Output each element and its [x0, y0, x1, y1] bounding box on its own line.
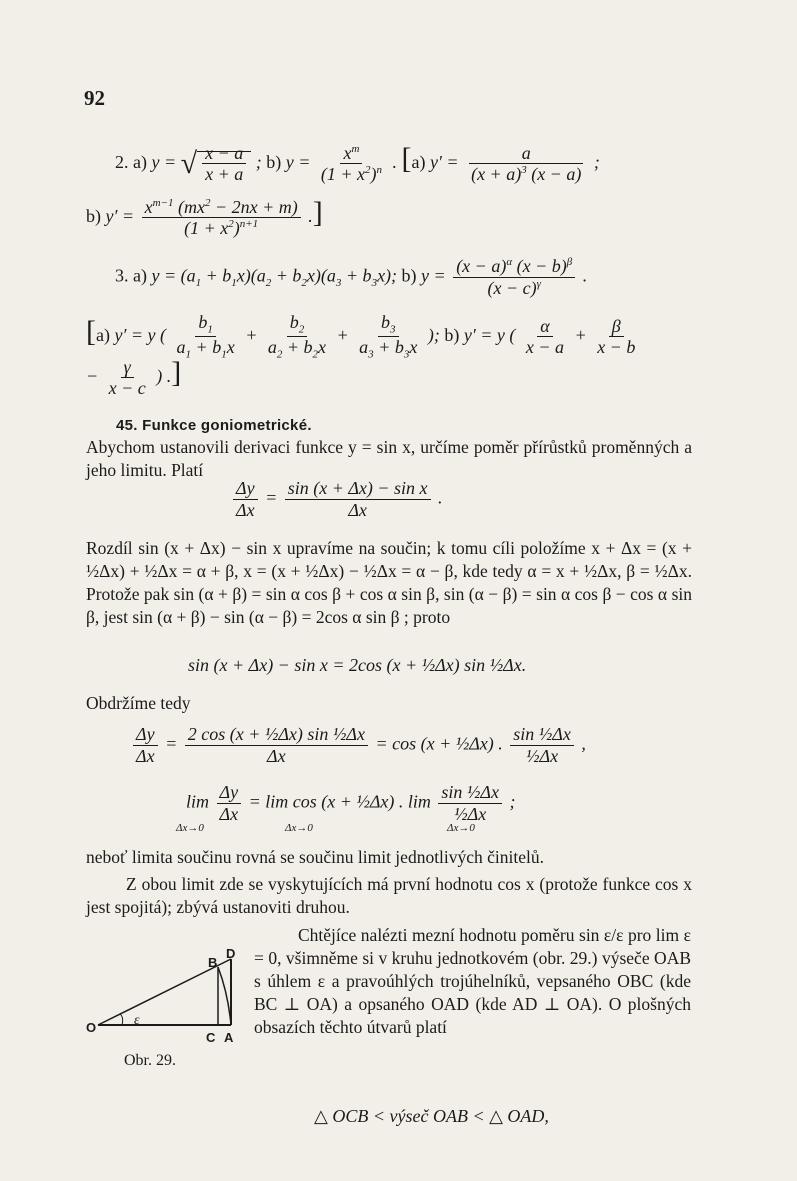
section-number: 45.	[116, 417, 138, 434]
fig-label-o: O	[86, 1020, 97, 1035]
exercise-3-line-3: − $\frac{\gamma}{x - c}$ ) .]	[86, 356, 182, 399]
paragraph-1: Rozdíl sin (x + Δx) − sin x upravíme na součin; k tomu cíli položíme x + Δx = (x + ½Δx) + ½Δx = α + β, x = (x + ½Δx) − ½Δx = α − β, kde tedy α = x + ½Δx, β = ½Δx. Protože pak sin (α + β) = sin α cos β + cos α sin β, sin (α − β) = sin α cos β − cos α sin β, jest sin (α + β) − sin (α − β) = 2cos α sin β ; proto	[86, 538, 692, 627]
page-number: 92	[84, 86, 105, 110]
equation-3: $\frac{\Delta y}{\Delta x}$ = $\frac{\text{2 cos (x + ½Δx) sin ½Δx}}{\Delta x}$ = cos (x + ½Δx) . $\frac{\text{sin ½Δx}}{\text{½Δx}}$ ,	[130, 724, 586, 766]
fig-label-b: B	[208, 955, 218, 970]
fig-label-epsilon: ε	[134, 1013, 140, 1028]
section-intro-text: Abychom ustanovili derivaci funkce y = sin x, určíme poměr přírůstků proměnných a jeho limitu. Platí	[86, 437, 692, 480]
lim-subscript-2: Δx→0	[285, 822, 313, 834]
angle-mark	[120, 1014, 123, 1025]
paragraph-4: Chtějíce nalézti mezní hodnotu poměru sin ε/ε pro lim ε = 0, všimněme si v kruhu jednotkovém (obr. 29.) výseče OAB s úhlem ε a pravoúhlých trojúhelníků, vepsaného OBC (kde BC ⊥ OA) a opsaného OAD (kde AD ⊥ OA). O plošných obsazích těchto útvarů platí	[254, 925, 691, 1037]
exercise-3-line-1: 3. a) $y = (a_1 + b_1x)(a_2 + b_2x)(a_3 + b_3x)$; b) y = $\frac{(x - a)^\alpha (x - b)^\beta}{(x - c)^\gamma}$ .	[115, 256, 588, 298]
equation-4: lim $\frac{\Delta y}{\Delta x}$ = lim cos (x + ½Δx) . lim $\frac{\text{sin ½Δx}}{\text{½Δx}}$ ;	[186, 782, 516, 824]
section-intro	[116, 413, 691, 437]
lim-subscript-3: Δx→0	[447, 822, 475, 834]
exercise-2-line-2: b) y′ = $\frac{x^{m-1} (mx^2 - 2nx + m)}{(1 + x^2)^{n+1}}$ .]	[86, 196, 323, 239]
equation-5: △ OCB < výseč OAB < △ OAD,	[314, 1106, 549, 1126]
paragraph-2: neboť limita součinu rovná se součinu limit jednotlivých činitelů.	[86, 847, 545, 867]
lim-subscript-1: Δx→0	[176, 822, 204, 834]
fig-label-c: C	[206, 1030, 216, 1045]
fig-label-d: D	[226, 946, 236, 961]
fig-label-a: A	[224, 1030, 234, 1045]
equation-1: $\frac{\Delta y}{\Delta x}$ = $\frac{\text{sin (x + Δx) − sin x}}{\Delta x}$ .	[230, 478, 443, 520]
obtain-text: Obdržíme tedy	[86, 693, 191, 713]
arc-ab	[218, 967, 231, 1025]
equation-2: sin (x + Δx) − sin x = 2cos (x + ½Δx) sin ½Δx.	[188, 655, 527, 675]
section-title: Funkce goniometrické.	[142, 417, 312, 434]
paragraph-3: Z obou limit zde se vyskytujících má první hodnotu cos x (protože funkce cos x jest spojitá); zbývá ustanoviti druhou.	[86, 874, 692, 917]
figure-caption: Obr. 29.	[124, 1052, 176, 1069]
exercise-2-line-1: 2. a) y = √ $\frac{x - a}{x + a}$ ; b) y = $\frac{x^m}{(1 + x^2)^n}$ . [a) y′ = $\frac{a}{(x + a)^3 (x - a)}$ ;	[115, 142, 600, 185]
exercise-3-line-2: [a) y′ = y ( $\frac{b_1}{a_1 + b_1x}$ + $\frac{b_2}{a_2 + b_2x}$ + $\frac{b_3}{a_3 + b_3x}$ ); b) y′ = y ( $\frac{\alpha}{x - a}$ + $\frac{\beta}{x - b}$	[86, 312, 636, 361]
